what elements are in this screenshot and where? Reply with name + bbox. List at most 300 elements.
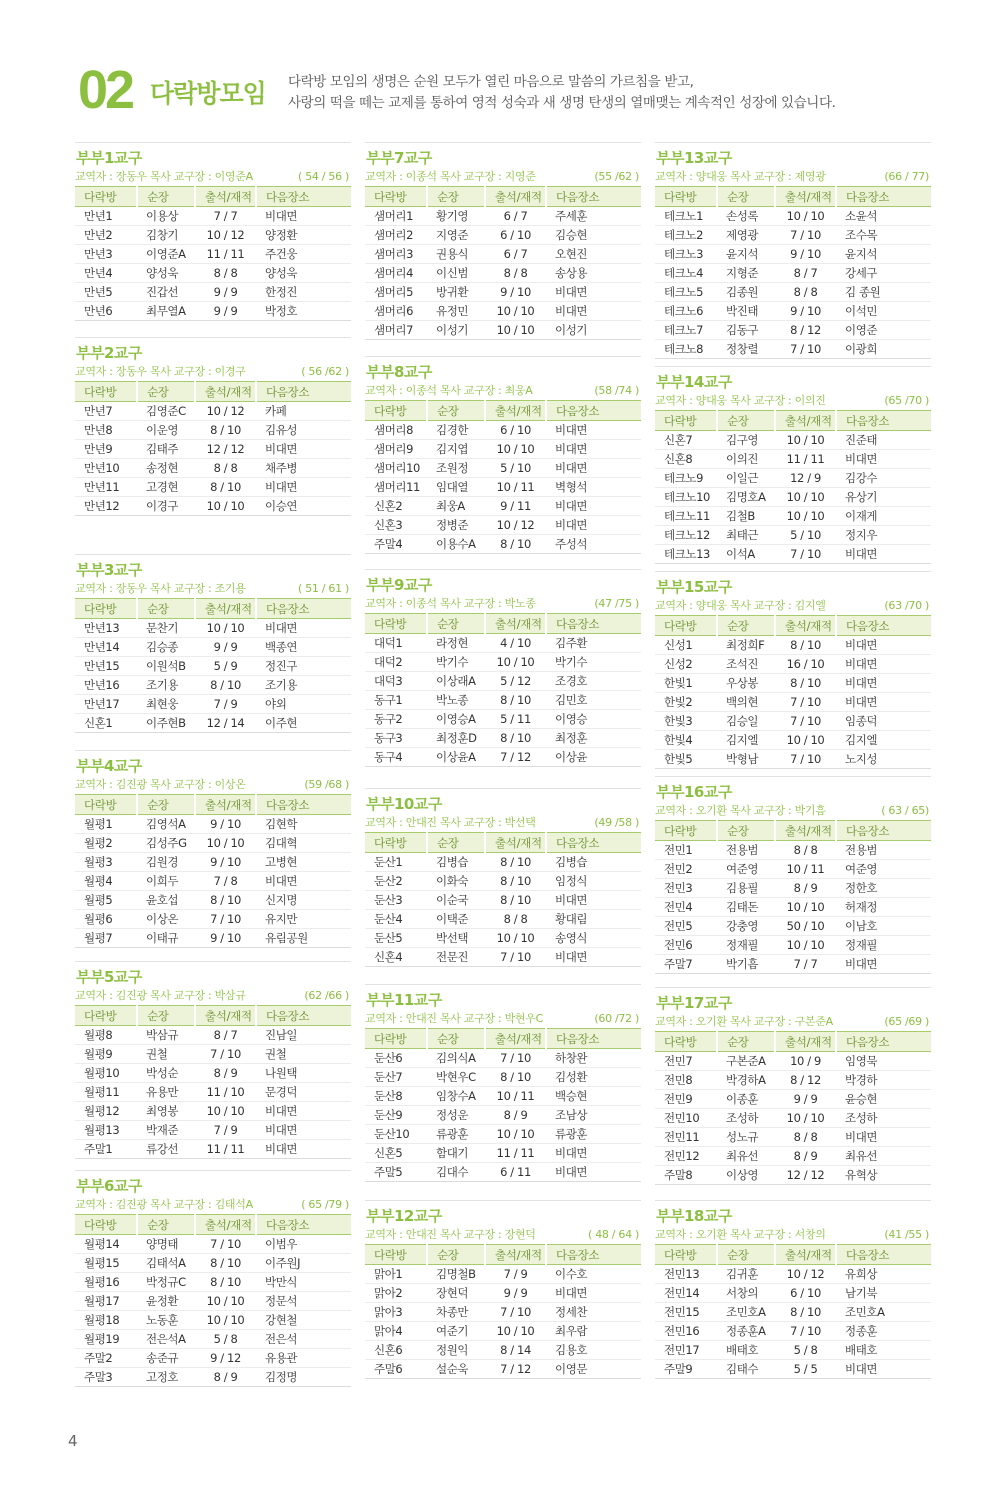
- table-row: [365, 853, 641, 872]
- table-row: [655, 1360, 931, 1379]
- pastor-label: 교역자 :: [655, 1015, 696, 1028]
- leader-name: 구본준A: [794, 1015, 833, 1028]
- leader-cell: 김용필: [726, 881, 759, 895]
- attendance-cell: 7 / 10: [210, 1237, 241, 1251]
- leader-cell: 제영광: [726, 228, 759, 242]
- room-cell: 월평14: [84, 1237, 120, 1251]
- leader-cell: 이상온: [146, 912, 179, 926]
- attendance-cell: 10 / 10: [786, 209, 825, 223]
- room-cell: 전민2: [664, 862, 693, 876]
- table-row: [75, 1368, 351, 1387]
- attendance-cell: 8 / 8: [793, 843, 818, 857]
- header-next-place: 다음장소: [836, 187, 931, 207]
- next-place-cell: 유용관: [265, 1351, 298, 1365]
- leader-cell: 장현덕: [436, 1286, 469, 1300]
- pastor-suffix: 목사 교구장 :: [726, 170, 795, 183]
- room-cell: 만년4: [84, 266, 113, 280]
- attendance-cell: 10 / 10: [206, 1294, 245, 1308]
- table-row: [75, 1235, 351, 1254]
- attendance-cell: 10 / 10: [786, 733, 825, 747]
- table-header-row: [75, 187, 351, 207]
- pastor-suffix: 목사 교구장 :: [726, 804, 795, 817]
- attendance-cell: 7 / 10: [500, 1051, 531, 1065]
- header-attendance: 출석/재적: [195, 599, 256, 619]
- header-attendance: 출석/재적: [775, 821, 836, 841]
- room-cell: 전민13: [664, 1267, 700, 1281]
- room-cell: 테크노10: [664, 490, 710, 504]
- section-title: 다락방모임: [150, 79, 266, 108]
- next-place-cell: 권철: [265, 1047, 287, 1061]
- leader-cell: 정원익: [436, 1343, 469, 1357]
- leader-cell: 정성운: [436, 1108, 469, 1122]
- leader-cell: 김승일: [726, 714, 759, 728]
- next-place-cell: 하창완: [555, 1051, 588, 1065]
- room-cell: 둔산3: [374, 893, 403, 907]
- attendance-total: ( 56 /62 ): [301, 365, 349, 378]
- room-cell: 둔산8: [374, 1089, 403, 1103]
- header-room: 다락방: [655, 616, 717, 636]
- leader-cell: 김원경: [146, 855, 179, 869]
- attendance-cell: 9 / 10: [500, 285, 531, 299]
- header-leader: 순장: [137, 795, 195, 815]
- table-row: [365, 421, 641, 440]
- room-cell: 맑아1: [374, 1267, 403, 1281]
- room-cell: 한빛2: [664, 695, 693, 709]
- attendance-cell: 8 / 8: [503, 912, 528, 926]
- room-cell: 월평16: [84, 1275, 120, 1289]
- district-info: [655, 1013, 931, 1031]
- leader-cell: 김철B: [726, 509, 755, 523]
- leader-cell: 이의진: [726, 452, 759, 466]
- next-place-cell: 비대면: [555, 442, 588, 456]
- pastor-label: 교역자 :: [365, 597, 406, 610]
- table-row: [75, 402, 351, 421]
- leader-cell: 임창수A: [436, 1089, 476, 1103]
- district-group: [655, 987, 931, 1185]
- leader-cell: 박삼규: [146, 1028, 179, 1042]
- header-room: 다락방: [365, 187, 427, 207]
- table-row: [655, 655, 931, 674]
- leader-cell: 문찬기: [146, 621, 179, 635]
- attendance-cell: 7 / 10: [210, 1047, 241, 1061]
- pastor-name: 안대진: [405, 816, 437, 829]
- next-place-cell: 배태호: [845, 1343, 878, 1357]
- header-leader: 순장: [717, 1032, 775, 1052]
- next-place-cell: 조성하: [845, 1111, 878, 1125]
- room-cell: 샘머리11: [374, 480, 420, 494]
- attendance-cell: 9 / 9: [213, 304, 238, 318]
- attendance-cell: 5 / 5: [793, 1362, 818, 1376]
- leader-cell: 김구영: [726, 433, 759, 447]
- attendance-cell: 7 / 7: [213, 209, 238, 223]
- table-header-row: [655, 411, 931, 431]
- leader-cell: 조원정: [436, 461, 469, 475]
- next-place-cell: 김민호: [555, 693, 588, 707]
- leader-cell: 김창기: [146, 228, 179, 242]
- attendance-cell: 8 / 10: [790, 1305, 821, 1319]
- next-place-cell: 이석민: [845, 304, 878, 318]
- attendance-cell: 8 / 10: [790, 676, 821, 690]
- table-row: [365, 1106, 641, 1125]
- room-cell: 테크노8: [664, 342, 704, 356]
- table-row: [655, 226, 931, 245]
- table-row: [75, 264, 351, 283]
- pastor-name: 이종석: [405, 170, 437, 183]
- pastor-suffix: 목사 교구장 :: [726, 1228, 795, 1241]
- pastor-name: 안대진: [405, 1012, 437, 1025]
- district-table: [365, 400, 641, 554]
- table-row: [75, 695, 351, 714]
- leader-cell: 조기용: [146, 678, 179, 692]
- leader-cell: 김지엽: [436, 442, 469, 456]
- leader-cell: 김영석A: [146, 817, 186, 831]
- attendance-cell: 8 / 10: [210, 893, 241, 907]
- table-row: [365, 1049, 641, 1068]
- attendance-total: (66 / 77): [884, 170, 929, 183]
- attendance-cell: 8 / 10: [500, 893, 531, 907]
- leader-cell: 임대열: [436, 480, 469, 494]
- room-cell: 월평7: [84, 931, 113, 945]
- next-place-cell: 비대면: [555, 1165, 588, 1179]
- next-place-cell: 이범우: [265, 1237, 298, 1251]
- next-place-cell: 정종훈: [845, 1324, 878, 1338]
- table-row: [365, 634, 641, 653]
- attendance-cell: 7 / 9: [503, 1267, 528, 1281]
- header-room: 다락방: [75, 599, 137, 619]
- next-place-cell: 비대면: [555, 304, 588, 318]
- next-place-cell: 백종연: [265, 640, 298, 654]
- attendance-cell: 10 / 11: [496, 480, 535, 494]
- next-place-cell: 박정호: [265, 304, 298, 318]
- attendance-cell: 8 / 10: [210, 423, 241, 437]
- header-next-place: 다음장소: [546, 1245, 641, 1265]
- header-next-place: 다음장소: [256, 1215, 351, 1235]
- table-row: [655, 1322, 931, 1341]
- leader-cell: 김대수: [436, 1165, 469, 1179]
- leader-cell: 이영승A: [436, 712, 476, 726]
- header-room: 다락방: [75, 382, 137, 402]
- district-table: [75, 598, 351, 733]
- room-cell: 둔산10: [374, 1127, 410, 1141]
- room-cell: 전민14: [664, 1286, 700, 1300]
- table-row: [75, 478, 351, 497]
- attendance-cell: 11 / 10: [206, 1085, 245, 1099]
- next-place-cell: 송영식: [555, 931, 588, 945]
- leader-cell: 고정호: [146, 1370, 179, 1384]
- leader-cell: 최현웅: [146, 697, 179, 711]
- next-place-cell: 임종덕: [845, 714, 878, 728]
- next-place-cell: 전용범: [845, 843, 878, 857]
- leader-name: 서창의: [794, 1228, 826, 1241]
- leader-cell: 최태근: [726, 528, 759, 542]
- next-place-cell: 임영묵: [845, 1054, 878, 1068]
- district-info: [365, 595, 641, 613]
- next-place-cell: 비대면: [555, 1146, 588, 1160]
- table-row: [75, 226, 351, 245]
- district-title: 부부5교구: [76, 968, 142, 986]
- table-row: [365, 691, 641, 710]
- room-cell: 주말5: [374, 1165, 403, 1179]
- room-cell: 전민1: [664, 843, 693, 857]
- header-attendance: 출석/재적: [775, 187, 836, 207]
- attendance-cell: 6 / 10: [500, 423, 531, 437]
- table-row: [365, 264, 641, 283]
- table-row: [655, 245, 931, 264]
- attendance-cell: 12 / 12: [786, 1168, 825, 1182]
- next-place-cell: 비대면: [555, 1286, 588, 1300]
- leader-cell: 박기흠: [726, 957, 759, 971]
- table-row: [75, 910, 351, 929]
- leader-cell: 이영준A: [146, 247, 186, 261]
- leader-cell: 최정희F: [726, 638, 765, 652]
- next-place-cell: 유혁상: [845, 1168, 878, 1182]
- leader-cell: 박성순: [146, 1066, 179, 1080]
- table-row: [75, 497, 351, 516]
- next-place-cell: 류광훈: [555, 1127, 588, 1141]
- next-place-cell: 정재필: [845, 938, 878, 952]
- leader-cell: 김영준C: [146, 404, 186, 418]
- leader-cell: 이운영: [146, 423, 179, 437]
- attendance-cell: 5 / 8: [793, 1343, 818, 1357]
- table-header-row: [365, 1029, 641, 1049]
- attendance-cell: 8 / 12: [790, 323, 821, 337]
- next-place-cell: 윤승현: [845, 1092, 878, 1106]
- table-header-row: [75, 1215, 351, 1235]
- room-cell: 신혼2: [374, 499, 403, 513]
- table-row: [75, 1121, 351, 1140]
- header-next-place: 다음장소: [836, 1245, 931, 1265]
- table-row: [75, 245, 351, 264]
- district-table: [75, 794, 351, 948]
- table-row: [75, 891, 351, 910]
- room-cell: 만년9: [84, 442, 113, 456]
- room-cell: 주말7: [664, 957, 693, 971]
- leader-cell: 여준기: [436, 1324, 469, 1338]
- attendance-cell: 7 / 7: [793, 957, 818, 971]
- table-row: [365, 497, 641, 516]
- table-row: [655, 302, 931, 321]
- next-place-cell: 비대면: [265, 442, 298, 456]
- attendance-total: ( 54 / 56 ): [298, 170, 349, 183]
- room-cell: 둔산9: [374, 1108, 403, 1122]
- header-leader: 순장: [717, 821, 775, 841]
- next-place-cell: 김현학: [265, 817, 298, 831]
- room-cell: 샘머리10: [374, 461, 420, 475]
- room-cell: 맑아4: [374, 1324, 403, 1338]
- next-place-cell: 노지성: [845, 752, 878, 766]
- room-cell: 월평1: [84, 817, 113, 831]
- table-header-row: [365, 833, 641, 853]
- room-cell: 신혼4: [374, 950, 403, 964]
- attendance-cell: 10 / 10: [496, 323, 535, 337]
- leader-name: 장현덕: [504, 1228, 536, 1241]
- next-place-cell: 유림공원: [265, 931, 308, 945]
- leader-cell: 최무열A: [146, 304, 186, 318]
- pastor-suffix: 목사 교구장 :: [436, 1228, 505, 1241]
- attendance-cell: 7 / 10: [790, 752, 821, 766]
- district-group: [75, 554, 351, 733]
- room-cell: 만년16: [84, 678, 120, 692]
- next-place-cell: 유상기: [845, 490, 878, 504]
- attendance-cell: 9 / 10: [210, 931, 241, 945]
- room-cell: 월평6: [84, 912, 113, 926]
- attendance-cell: 7 / 10: [790, 228, 821, 242]
- next-place-cell: 정지우: [845, 528, 878, 542]
- attendance-total: ( 63 / 65): [881, 804, 929, 817]
- next-place-cell: 문경덕: [265, 1085, 298, 1099]
- table-row: [365, 283, 641, 302]
- table-row: [75, 714, 351, 733]
- next-place-cell: 조경호: [555, 674, 588, 688]
- attendance-cell: 10 / 9: [790, 1054, 821, 1068]
- leader-cell: 유정민: [436, 304, 469, 318]
- leader-cell: 김종원: [726, 285, 759, 299]
- leader-cell: 김귀훈: [726, 1267, 759, 1281]
- table-row: [75, 1254, 351, 1273]
- leader-name: 이의진: [794, 394, 826, 407]
- district-title: 부부3교구: [76, 561, 142, 579]
- table-row: [75, 1045, 351, 1064]
- table-header-row: [655, 187, 931, 207]
- table-row: [655, 841, 931, 860]
- next-place-cell: 최유선: [845, 1149, 878, 1163]
- table-row: [655, 545, 931, 564]
- next-place-cell: 비대면: [265, 209, 298, 223]
- district-group: [365, 356, 641, 554]
- next-place-cell: 최정훈: [555, 731, 588, 745]
- leader-cell: 최유선: [726, 1149, 759, 1163]
- header-next-place: 다음장소: [256, 795, 351, 815]
- table-row: [365, 891, 641, 910]
- leader-cell: 박기수: [436, 655, 469, 669]
- header-next-place: 다음장소: [546, 401, 641, 421]
- attendance-cell: 9 / 12: [210, 1351, 241, 1365]
- attendance-cell: 12 / 14: [206, 716, 245, 730]
- next-place-cell: 송상용: [555, 266, 588, 280]
- attendance-cell: 9 / 10: [790, 304, 821, 318]
- district-title: 부부7교구: [366, 149, 432, 167]
- pastor-label: 교역자 :: [655, 394, 696, 407]
- pastor-name: 오기환: [695, 1228, 727, 1241]
- pastor-label: 교역자 :: [365, 384, 406, 397]
- attendance-cell: 7 / 10: [790, 547, 821, 561]
- leader-cell: 배태호: [726, 1343, 759, 1357]
- header-leader: 순장: [427, 187, 485, 207]
- attendance-cell: 8 / 10: [790, 638, 821, 652]
- attendance-cell: 11 / 11: [786, 452, 825, 466]
- leader-name: 김태석A: [214, 1198, 253, 1211]
- header-leader: 순장: [427, 1245, 485, 1265]
- room-cell: 만년5: [84, 285, 113, 299]
- table-row: [75, 1102, 351, 1121]
- district-table: [75, 1214, 351, 1387]
- next-place-cell: 비대면: [265, 1123, 298, 1137]
- next-place-cell: 이상윤: [555, 750, 588, 764]
- attendance-cell: 5 / 10: [790, 528, 821, 542]
- table-row: [655, 1147, 931, 1166]
- leader-cell: 서창의: [726, 1286, 759, 1300]
- attendance-total: (47 /75 ): [594, 597, 639, 610]
- district-group: [75, 750, 351, 948]
- table-row: [365, 653, 641, 672]
- next-place-cell: 박기수: [555, 655, 588, 669]
- pastor-suffix: 목사 교구장 :: [146, 365, 215, 378]
- table-row: [655, 1284, 931, 1303]
- pastor-label: 교역자 :: [655, 804, 696, 817]
- attendance-cell: 7 / 10: [790, 714, 821, 728]
- leader-cell: 양명태: [146, 1237, 179, 1251]
- table-row: [655, 860, 931, 879]
- leader-cell: 김동구: [726, 323, 759, 337]
- table-row: [365, 535, 641, 554]
- attendance-cell: 8 / 10: [500, 731, 531, 745]
- table-row: [365, 1163, 641, 1182]
- table-header-row: [75, 1006, 351, 1026]
- attendance-cell: 11 / 11: [206, 1142, 245, 1156]
- table-row: [365, 872, 641, 891]
- district-info: [365, 382, 641, 400]
- table-row: [365, 302, 641, 321]
- district-table: [655, 1031, 931, 1185]
- pastor-name: 오기환: [695, 1015, 727, 1028]
- attendance-cell: 5 / 12: [500, 674, 531, 688]
- room-cell: 테크노6: [664, 304, 704, 318]
- description-line-2: 사랑의 떡을 떼는 교제를 통하여 영적 성숙과 새 생명 탄생의 열매맺는 계속적인 성장에 있습니다.: [288, 95, 836, 111]
- header-next-place: 다음장소: [546, 614, 641, 634]
- table-header-row: [75, 382, 351, 402]
- pastor-label: 교역자 :: [655, 170, 696, 183]
- attendance-cell: 8 / 9: [503, 1108, 528, 1122]
- next-place-cell: 비대면: [845, 657, 878, 671]
- leader-cell: 김성주G: [146, 836, 187, 850]
- header-attendance: 출석/재적: [775, 616, 836, 636]
- leader-cell: 함대기: [436, 1146, 469, 1160]
- table-row: [365, 1087, 641, 1106]
- table-row: [75, 1330, 351, 1349]
- attendance-cell: 8 / 10: [500, 855, 531, 869]
- attendance-cell: 10 / 12: [206, 228, 245, 242]
- pastor-label: 교역자 :: [365, 1228, 406, 1241]
- leader-cell: 박선택: [436, 931, 469, 945]
- district-title: 부부1교구: [76, 149, 142, 167]
- next-place-cell: 이수호: [555, 1267, 588, 1281]
- leader-cell: 차종만: [436, 1305, 469, 1319]
- table-row: [365, 1341, 641, 1360]
- pastor-name: 이종석: [405, 597, 437, 610]
- attendance-cell: 8 / 12: [790, 1073, 821, 1087]
- header-leader: 순장: [137, 187, 195, 207]
- next-place-cell: 김정명: [265, 1370, 298, 1384]
- district-title: 부부8교구: [366, 363, 432, 381]
- next-place-cell: 남기북: [845, 1286, 878, 1300]
- attendance-total: (60 /72 ): [594, 1012, 639, 1025]
- table-row: [75, 929, 351, 948]
- district-group: [365, 1200, 641, 1379]
- room-cell: 월평10: [84, 1066, 120, 1080]
- next-place-cell: 진남일: [265, 1028, 298, 1042]
- room-cell: 전민10: [664, 1111, 700, 1125]
- table-row: [655, 1052, 931, 1071]
- table-row: [365, 1068, 641, 1087]
- leader-cell: 류광훈: [436, 1127, 469, 1141]
- district-title: 부부16교구: [656, 783, 732, 801]
- next-place-cell: 김지엘: [845, 733, 878, 747]
- header-leader: 순장: [137, 1215, 195, 1235]
- room-cell: 신성2: [664, 657, 693, 671]
- attendance-cell: 10 / 10: [206, 499, 245, 513]
- room-cell: 둔산2: [374, 874, 403, 888]
- leader-cell: 박재준: [146, 1123, 179, 1137]
